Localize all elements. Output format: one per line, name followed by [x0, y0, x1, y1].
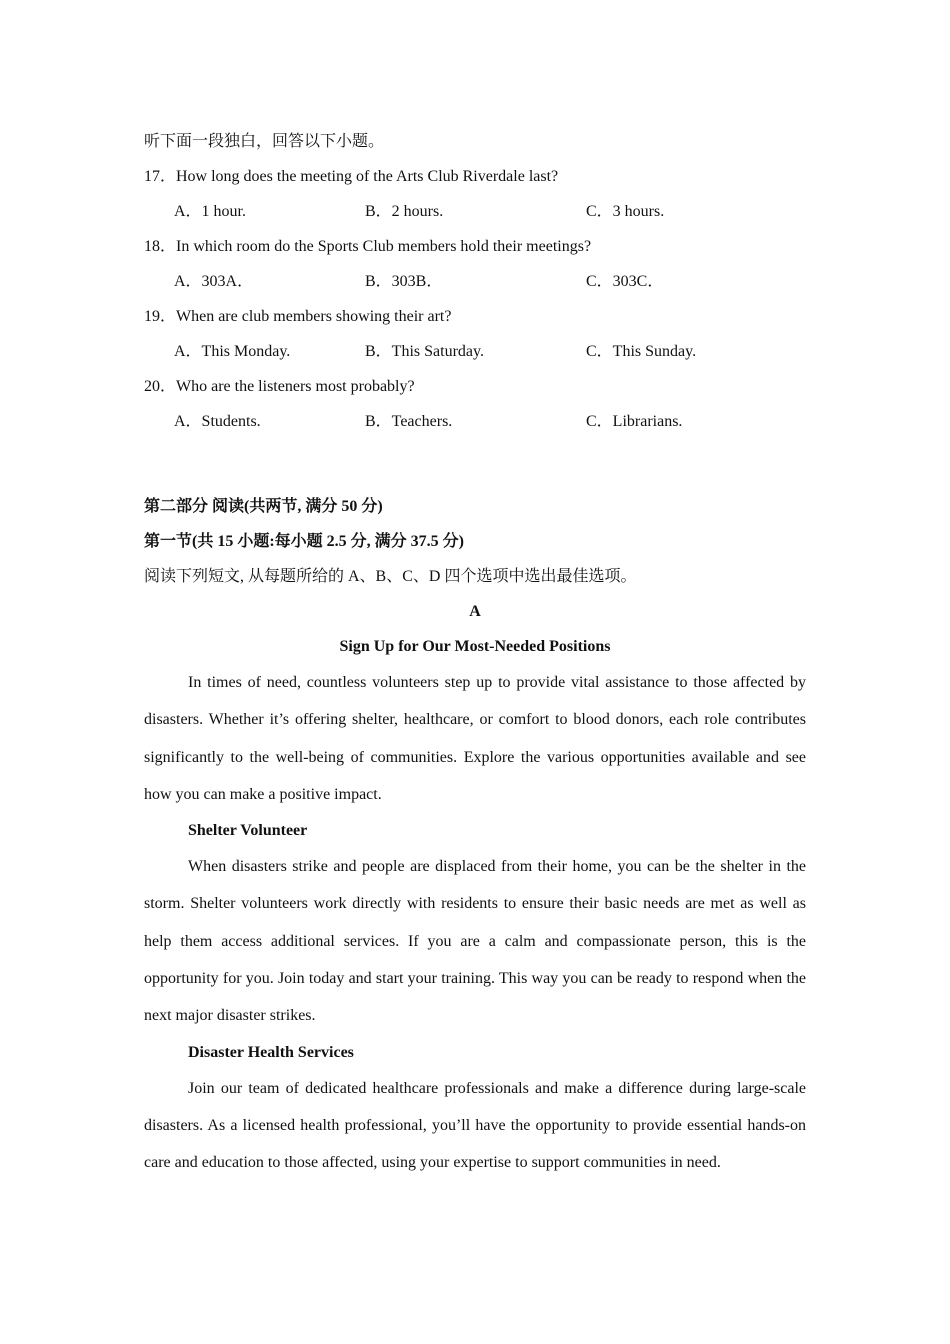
question-stem: 18．In which room do the Sports Club members hold their meetings?	[144, 238, 592, 255]
option-c: C．Librarians.	[586, 413, 683, 430]
passage-letter: A	[469, 603, 481, 620]
passage-title: Sign Up for Our Most-Needed Positions	[339, 638, 611, 655]
listening-intro: 听下面一段独白，回答以下小题。	[144, 133, 385, 150]
section-heading-shelter: Shelter Volunteer	[188, 822, 308, 840]
option-b: B．Teachers.	[365, 413, 453, 430]
option-a: A．303A．	[174, 273, 254, 290]
option-b: B．303B．	[365, 273, 443, 290]
option-c: C．303C．	[586, 273, 664, 290]
option-b: B．This Saturday.	[365, 343, 484, 360]
question-options	[144, 404, 806, 439]
question-19	[144, 299, 806, 369]
option-a: A．This Monday.	[174, 343, 291, 360]
intro-paragraph: In times of need, countless volunteers step up to provide vital assistance to those affected by disasters. Whether it’s offering shelter, healthcare, or comfort to blood donors, each role contributes significantly to the well-being of communities. Explore the various opportunities available and see how you can make a positive impact.	[144, 674, 806, 803]
question-options	[144, 334, 806, 369]
question-options	[144, 264, 806, 299]
option-a: A．Students.	[174, 413, 261, 430]
option-b: B．2 hours.	[365, 203, 444, 220]
question-18	[144, 229, 806, 299]
reading-instruction: 阅读下列短文, 从每题所给的 A、B、C、D 四个选项中选出最佳选项。	[144, 568, 637, 585]
section-text-health: Join our team of dedicated healthcare professionals and make a difference during large-scale disasters. As a licensed health professional, you’ll have the opportunity to provide essential hands-on care and education to those affected, using your expertise to support communities in need.	[144, 1079, 806, 1172]
question-stem: 20．Who are the listeners most probably?	[144, 378, 415, 395]
exam-page	[144, 124, 806, 1182]
section-heading-health: Disaster Health Services	[188, 1043, 354, 1061]
option-a: A．1 hour.	[174, 203, 247, 220]
question-20	[144, 369, 806, 439]
part-title: 第二部分 阅读(共两节, 满分 50 分)	[144, 498, 383, 515]
option-c: C．3 hours.	[586, 203, 665, 220]
question-options	[144, 194, 806, 229]
option-c: C．This Sunday.	[586, 343, 697, 360]
question-stem: 17．How long does the meeting of the Arts Club Riverdale last?	[144, 168, 559, 185]
section-title: 第一节(共 15 小题:每小题 2.5 分, 满分 37.5 分)	[144, 533, 464, 550]
section-text-shelter: When disasters strike and people are displaced from their home, you can be the shelter in the storm. Shelter volunteers work directly with residents to ensure their basic needs are met as well as help them access additional services. If you are a calm and compassionate person, this is the opportunity for you. Join today and start your training. This way you can be ready to respond when the next major disaster strikes.	[144, 858, 806, 1025]
section-spacer	[144, 439, 806, 489]
question-17	[144, 159, 806, 229]
question-stem: 19．When are club members showing their art?	[144, 308, 452, 325]
